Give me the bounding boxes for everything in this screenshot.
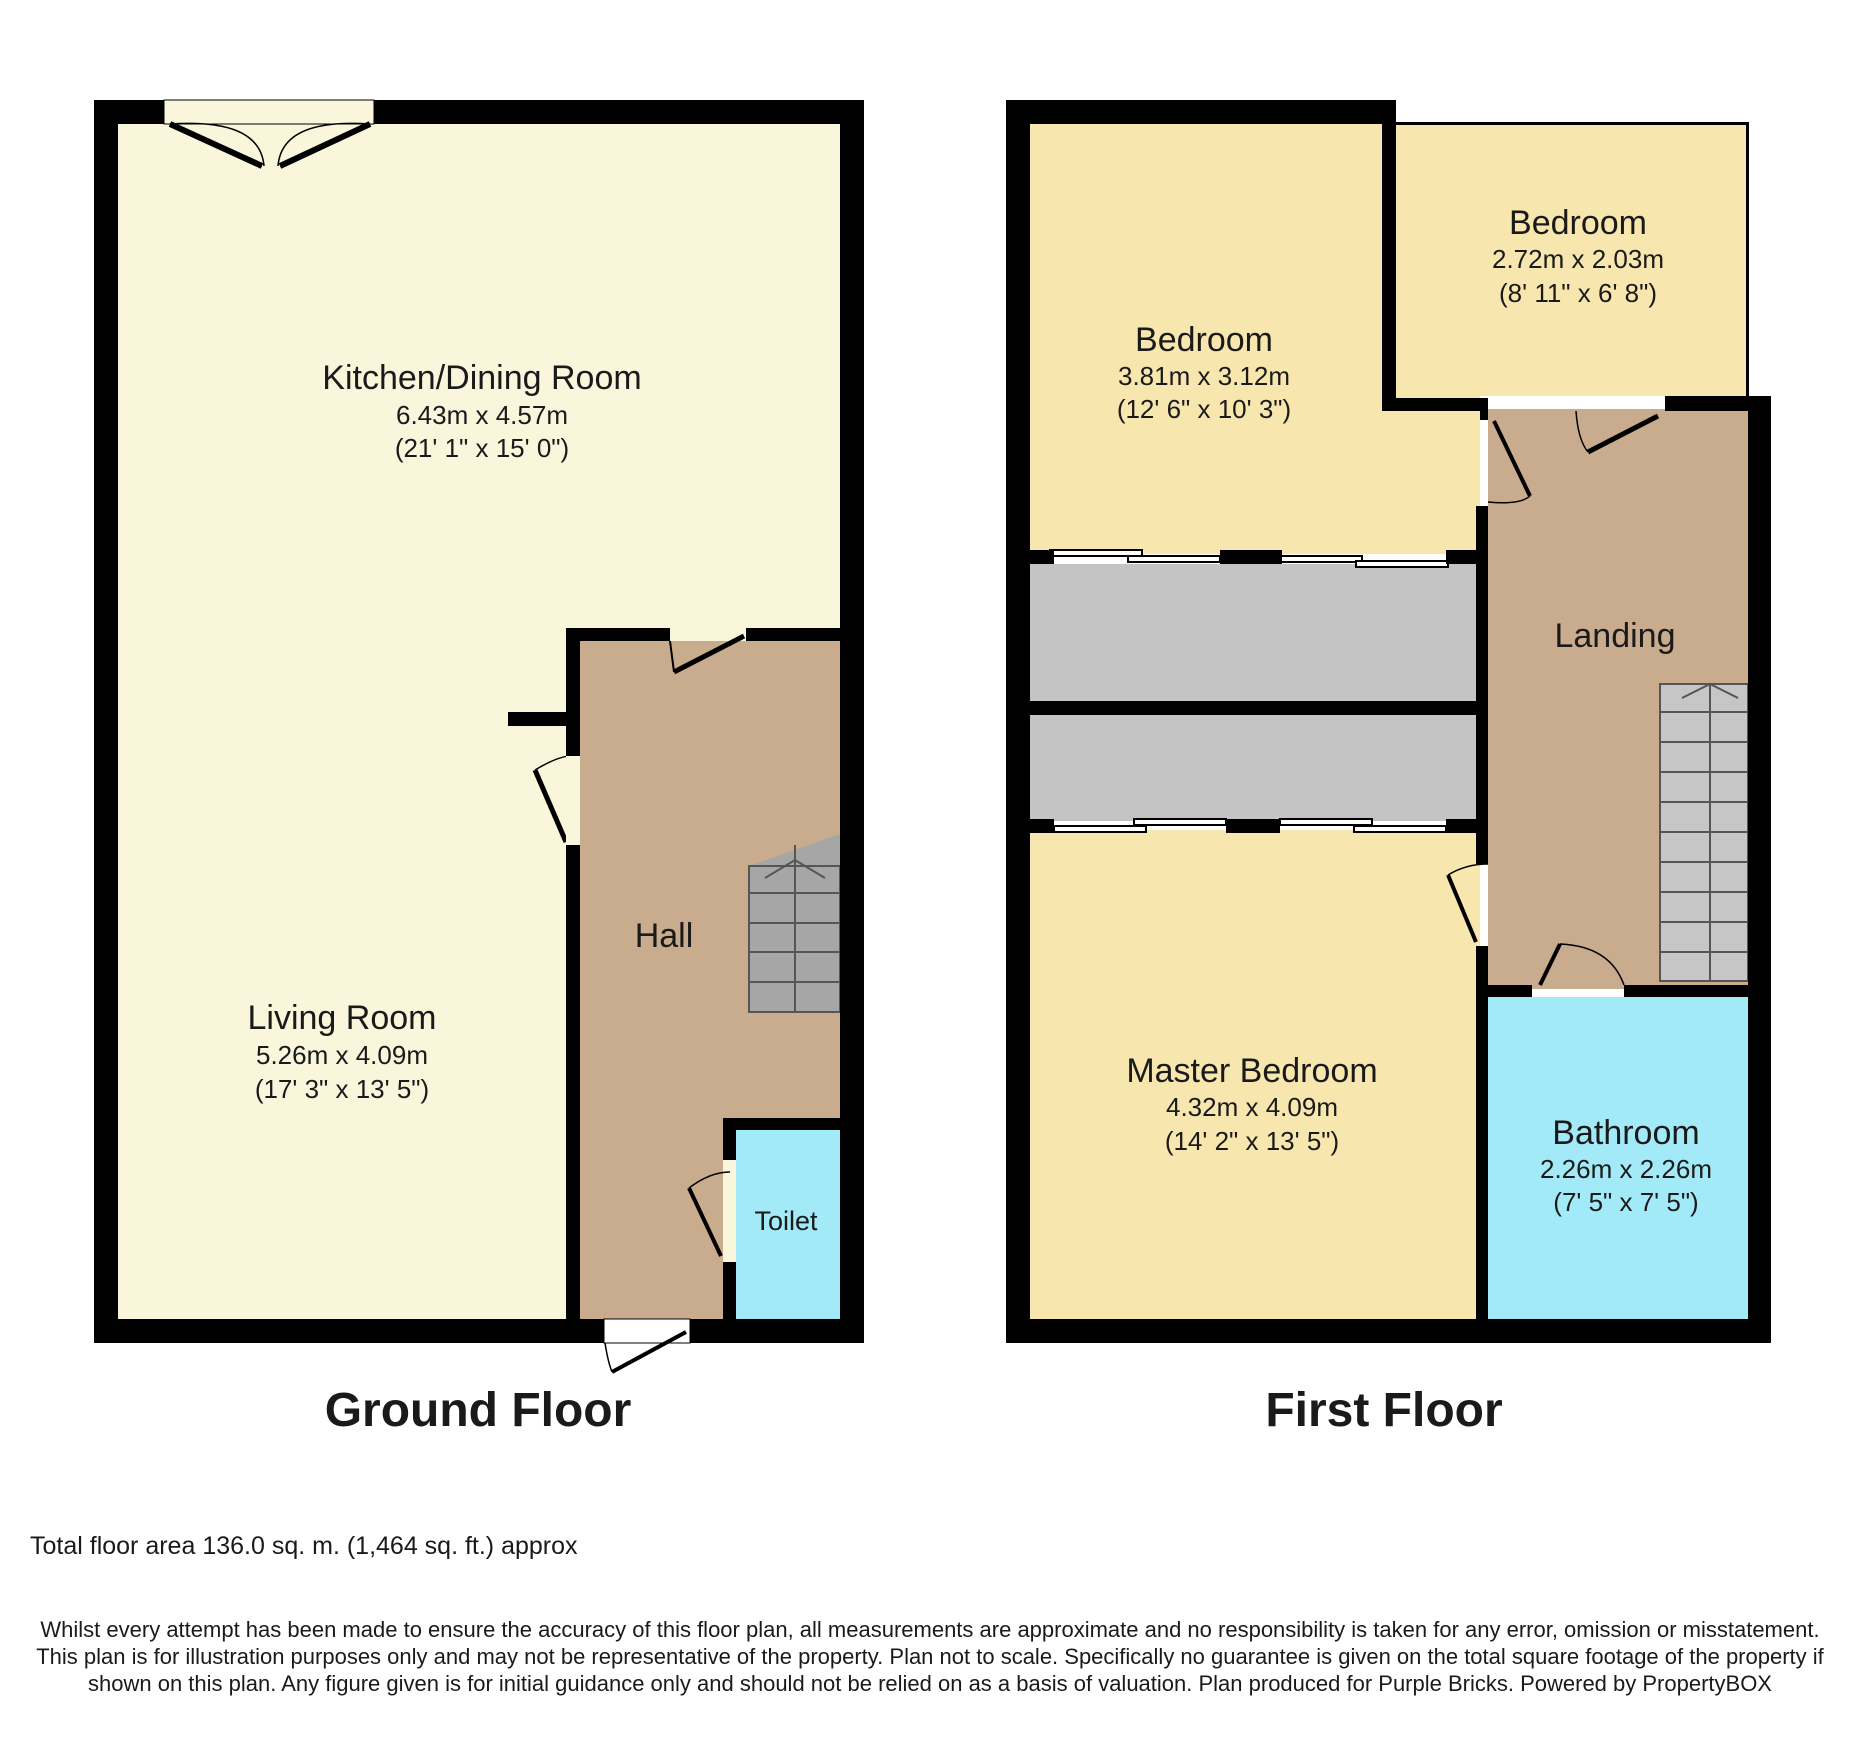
living-name: Living Room xyxy=(247,999,437,1037)
living-metric: 5.26m x 4.09m xyxy=(256,1040,428,1070)
kitchen-imperial: (21' 1" x 15' 0") xyxy=(394,433,570,463)
ground-floor-title: Ground Floor xyxy=(324,1384,632,1437)
bedroom-mid-imperial: (12' 6" x 10' 3") xyxy=(1116,394,1292,424)
landing-stairs xyxy=(1660,684,1748,981)
bedroom-mid-metric: 3.81m x 3.12m xyxy=(1118,361,1290,391)
kitchen-metric: 6.43m x 4.57m xyxy=(396,400,568,430)
front-door xyxy=(604,1319,690,1372)
total-floor-area: Total floor area 136.0 sq. m. (1,464 sq. ft.) approx xyxy=(30,1532,578,1560)
bedroom-small-imperial: (8' 11" x 6' 8") xyxy=(1499,278,1657,308)
landing-name: Landing xyxy=(1554,617,1676,655)
first-floor-plan xyxy=(1006,100,1771,1437)
wardrobe-bottom xyxy=(1030,715,1476,821)
wardrobe-top xyxy=(1030,564,1476,701)
bedroom-mid-name: Bedroom xyxy=(1135,321,1273,359)
bathroom-imperial: (7' 5" x 7' 5") xyxy=(1553,1187,1699,1217)
first-floor-title: First Floor xyxy=(1265,1384,1503,1437)
living-imperial: (17' 3" x 13' 5") xyxy=(254,1074,430,1104)
ground-floor-plan xyxy=(94,100,864,1437)
kitchen-name: Kitchen/Dining Room xyxy=(322,359,642,397)
bathroom-name: Bathroom xyxy=(1552,1114,1700,1152)
disclaimer-text: Whilst every attempt has been made to ensure the accuracy of this floor plan, all measurements are approximate and no responsibility is taken for any error, omission or misstatement. This plan is for illustration purposes only and may not be representative of the property. Plan not to scale. Specifically no guarantee is given on the total square footage of the property if shown on this plan. Any figure given is for initial guidance only and should not be relied on as a basis of valuation. Plan produced for Purple Bricks. Powered by PropertyBOX xyxy=(36,1617,1824,1696)
master-name: Master Bedroom xyxy=(1126,1052,1378,1090)
bathroom-metric: 2.26m x 2.26m xyxy=(1540,1154,1712,1184)
toilet-name: Toilet xyxy=(754,1206,818,1236)
master-imperial: (14' 2" x 13' 5") xyxy=(1164,1126,1340,1156)
bedroom-small-metric: 2.72m x 2.03m xyxy=(1492,244,1664,274)
hall-name: Hall xyxy=(634,917,694,955)
master-metric: 4.32m x 4.09m xyxy=(1166,1092,1338,1122)
bedroom-small-name: Bedroom xyxy=(1509,204,1647,242)
